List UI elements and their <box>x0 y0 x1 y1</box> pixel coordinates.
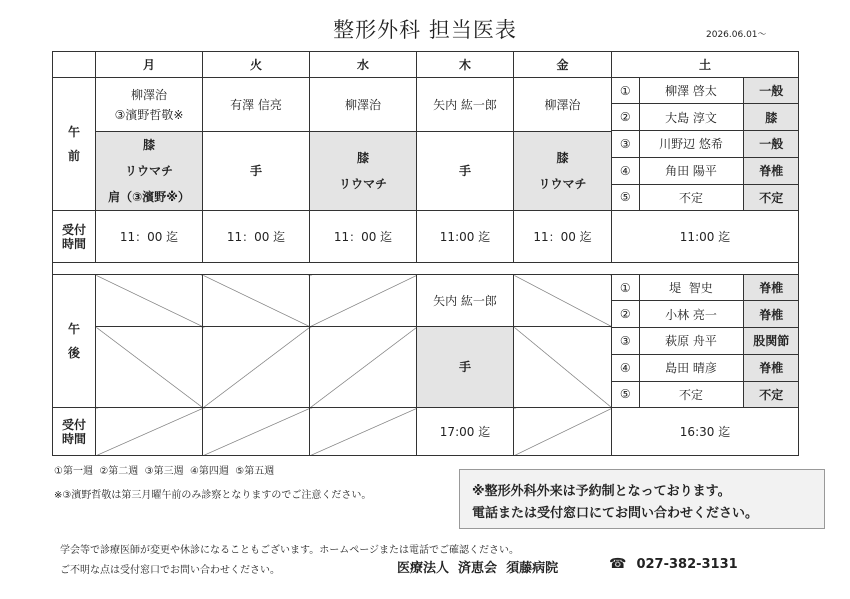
morning-label <box>53 78 96 211</box>
morning-label-text: 午前 <box>68 125 81 163</box>
pm-sat-specialty: 脊椎 <box>743 354 799 381</box>
reservation-notice <box>459 469 825 529</box>
week-legend: ①第一週 ②第二週 ③第三週 ④第四週 ⑤第五週 <box>54 466 275 477</box>
am-reception-sat: 11:00 迄 <box>612 211 799 263</box>
am-specialty-wed: 膝 リウマチ <box>310 132 417 211</box>
notice-line-1: ※整形外科外来は予約制となっております。 <box>472 484 731 499</box>
day-header-sat: 土 <box>612 52 799 78</box>
am-reception-fri: 11：00 迄 <box>514 211 612 263</box>
pm-empty-wed-2 <box>310 327 417 408</box>
am-reception-tue: 11：00 迄 <box>203 211 310 263</box>
am-saturday-table <box>612 78 799 210</box>
phone-icon: ☎ <box>609 556 627 572</box>
pm-sat-specialty: 脊椎 <box>743 301 799 328</box>
pm-reception-sat: 16:30 迄 <box>612 408 799 456</box>
pm-reception-empty-wed <box>310 408 417 456</box>
am-sat-specialty: 一般 <box>743 78 799 104</box>
pm-reception-thu: 17:00 迄 <box>417 408 514 456</box>
am-reception-mon: 11：00 迄 <box>96 211 203 263</box>
am-specialty-tue: 手 <box>203 132 310 211</box>
am-sat-week: ② <box>612 104 639 131</box>
am-doctor-fri: 柳澤治 <box>514 78 612 132</box>
pm-sat-specialty: 股関節 <box>743 328 799 355</box>
pm-sat-doctor: 不定 <box>639 381 743 407</box>
corner-cell <box>53 52 96 78</box>
pm-reception-empty-mon <box>96 408 203 456</box>
page-title: 整形外科 担当医表 <box>333 18 517 42</box>
afternoon-label-text: 午後 <box>68 322 81 360</box>
pm-reception-empty-tue <box>203 408 310 456</box>
footer-note-2: ご不明な点は受付窓口でお問い合わせください。 <box>60 565 280 576</box>
pm-sat-week: ② <box>612 301 639 328</box>
am-sat-specialty: 膝 <box>743 104 799 131</box>
pm-sat-week: ① <box>612 275 639 301</box>
am-reception-wed: 11：00 迄 <box>310 211 417 263</box>
pm-reception-empty-fri <box>514 408 612 456</box>
pm-sat-week: ④ <box>612 354 639 381</box>
am-doctor-tue: 有澤 信亮 <box>203 78 310 132</box>
pm-empty-fri <box>514 275 612 327</box>
am-doctor-thu: 矢内 紘一郎 <box>417 78 514 132</box>
pm-saturday-table <box>612 275 799 407</box>
am-sat-week: ⑤ <box>612 184 639 210</box>
pm-empty-wed <box>310 275 417 327</box>
doctor-note: ※③濱野哲敬は第三月曜午前のみ診察となりますのでご注意ください。 <box>54 490 372 501</box>
day-header-thu: 木 <box>417 52 514 78</box>
pm-sat-doctor: 島田 晴彦 <box>639 354 743 381</box>
am-sat-specialty: 不定 <box>743 184 799 210</box>
pm-sat-doctor: 萩原 舟平 <box>639 328 743 355</box>
day-header-wed: 水 <box>310 52 417 78</box>
pm-saturday-cell <box>612 275 799 408</box>
am-reception-label: 受付 時間 <box>53 211 96 263</box>
am-sat-week: ③ <box>612 131 639 158</box>
pm-specialty-thu: 手 <box>417 327 514 408</box>
footer-note-1: 学会等で診療医師が変更や休診になることもございます。ホームページまたは電話でご確認ください。 <box>60 545 519 556</box>
afternoon-label <box>53 275 96 408</box>
effective-date: 2026.06.01～ <box>706 30 767 40</box>
am-sat-doctor: 川野辺 悠希 <box>639 131 743 158</box>
am-specialty-fri: 膝 リウマチ <box>514 132 612 211</box>
schedule-table <box>52 51 799 456</box>
am-saturday-cell <box>612 78 799 211</box>
am-doctor-wed: 柳澤治 <box>310 78 417 132</box>
pm-empty-mon <box>96 275 203 327</box>
am-sat-doctor: 柳澤 啓太 <box>639 78 743 104</box>
phone-contact <box>609 556 738 572</box>
am-doctor-mon: 柳澤治 ③濱野哲敬※ <box>96 78 203 132</box>
section-separator <box>53 263 799 275</box>
pm-sat-week: ③ <box>612 328 639 355</box>
pm-sat-doctor: 堤 智史 <box>639 275 743 301</box>
am-specialty-thu: 手 <box>417 132 514 211</box>
pm-empty-tue-2 <box>203 327 310 408</box>
pm-empty-mon-2 <box>96 327 203 408</box>
am-sat-specialty: 一般 <box>743 131 799 158</box>
am-sat-doctor: 角田 陽平 <box>639 157 743 184</box>
phone-number: 027-382-3131 <box>636 557 738 572</box>
notice-line-2: 電話または受付窓口にてお問い合わせください。 <box>472 506 759 521</box>
pm-sat-week: ⑤ <box>612 381 639 407</box>
am-sat-week: ④ <box>612 157 639 184</box>
day-header-tue: 火 <box>203 52 310 78</box>
am-sat-doctor: 不定 <box>639 184 743 210</box>
pm-doctor-thu: 矢内 紘一郎 <box>417 275 514 327</box>
pm-empty-tue <box>203 275 310 327</box>
day-header-mon: 月 <box>96 52 203 78</box>
am-sat-specialty: 脊椎 <box>743 157 799 184</box>
pm-reception-label: 受付 時間 <box>53 408 96 456</box>
am-sat-week: ① <box>612 78 639 104</box>
pm-sat-specialty: 脊椎 <box>743 275 799 301</box>
organization-name: 医療法人 済恵会 須藤病院 <box>397 561 559 576</box>
pm-sat-specialty: 不定 <box>743 381 799 407</box>
pm-empty-fri-2 <box>514 327 612 408</box>
am-reception-thu: 11:00 迄 <box>417 211 514 263</box>
pm-sat-doctor: 小林 亮一 <box>639 301 743 328</box>
am-sat-doctor: 大島 淳文 <box>639 104 743 131</box>
day-header-fri: 金 <box>514 52 612 78</box>
am-specialty-mon: 膝 リウマチ 肩（③濱野※） <box>96 132 203 211</box>
